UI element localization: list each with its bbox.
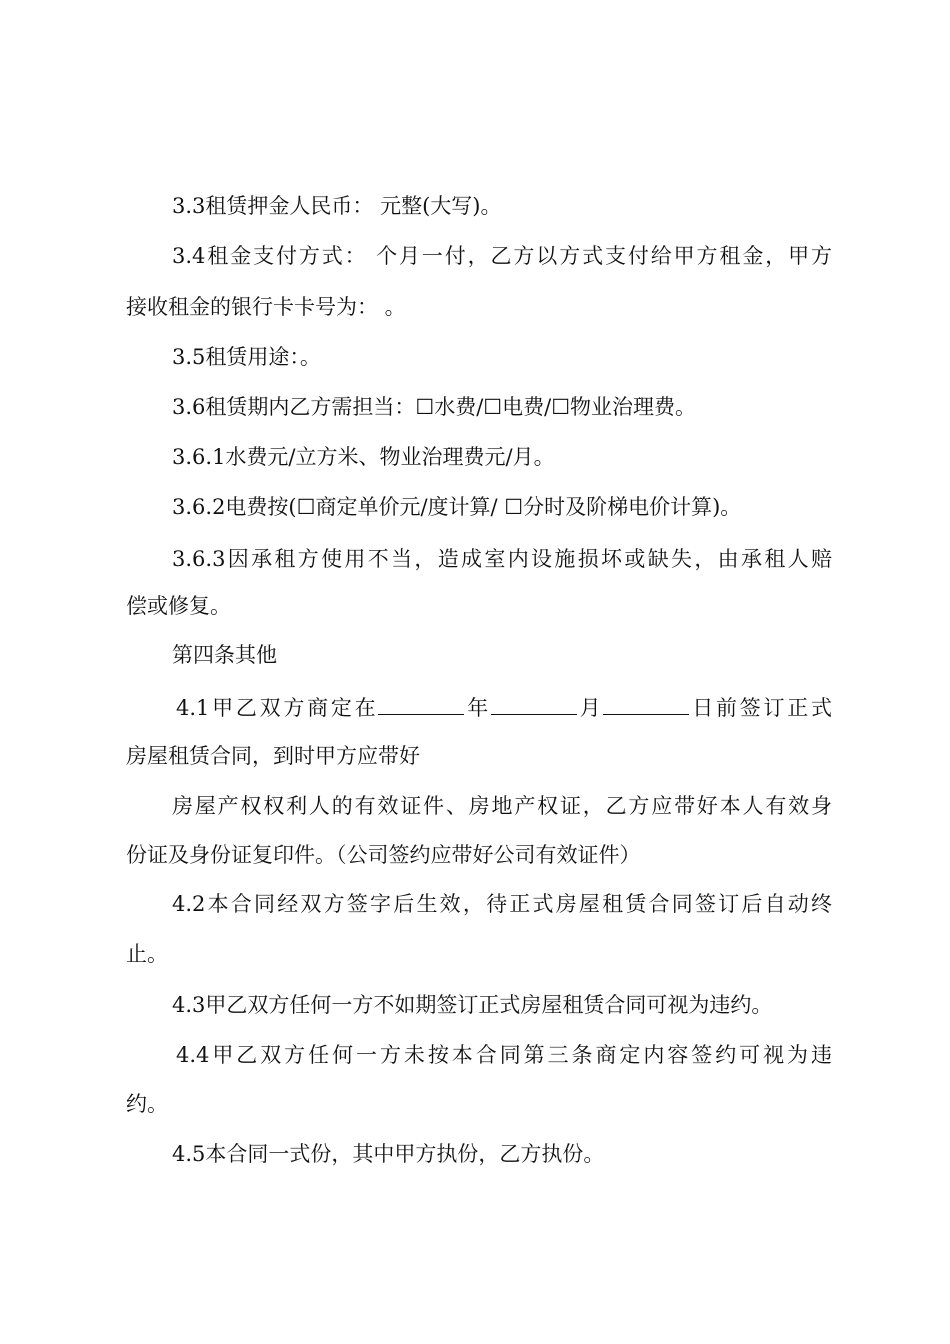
clause-4-4-line1: 4.4甲乙双方任何一方未按本合同第三条商定内容签约可视为违 — [176, 1043, 832, 1067]
clause-4-1-line1 — [176, 692, 832, 722]
clause-4-1-line3: 房屋产权权利人的有效证件、房地产权证，乙方应带好本人有效身 — [172, 794, 832, 818]
clause-3-6-3-line1: 3.6.3因承租方使用不当，造成室内设施损坏或缺失，由承租人赔 — [172, 547, 832, 571]
year-blank — [378, 692, 464, 715]
clause-3-6-1: 3.6.1水费元/立方米、物业治理费元/月。 — [172, 445, 555, 469]
clause-3-4-line1: 3.4租金支付方式： 个月一付，乙方以方式支付给甲方租金，甲方 — [172, 244, 832, 268]
month-label: 月 — [576, 696, 604, 720]
clause-4-2-line1: 4.2本合同经双方签字后生效，待正式房屋租赁合同签订后自动终 — [172, 892, 832, 916]
year-label: 年 — [464, 696, 491, 720]
clause-4-3: 4.3甲乙双方任何一方不如期签订正式房屋租赁合同可视为违约。 — [172, 993, 773, 1017]
month-blank — [491, 692, 577, 715]
clause-4-2-line2: 止。 — [126, 942, 168, 966]
clause-3-6-3-line2: 偿或修复。 — [126, 594, 231, 618]
section-4-heading: 第四条其他 — [172, 643, 277, 667]
clause-4-4-line2: 约。 — [126, 1092, 168, 1116]
clause-3-4-line2: 接收租金的银行卡卡号为： 。 — [126, 295, 406, 319]
clause-4-5: 4.5本合同一式份，其中甲方执份，乙方执份。 — [172, 1142, 605, 1166]
clause-4-1-suffix: 日前签订正式 — [689, 696, 833, 720]
clause-3-5: 3.5租赁用途：。 — [172, 345, 321, 369]
clause-4-1-line4: 份证及身份证复印件。（公司签约应带好公司有效证件） — [126, 843, 641, 867]
clause-3-6: 3.6租赁期内乙方需担当：☐水费/☐电费/☐物业治理费。 — [172, 395, 697, 419]
clause-4-1-line2: 房屋租赁合同，到时甲方应带好 — [126, 744, 420, 768]
day-blank — [603, 692, 689, 715]
clause-4-1-prefix: 4.1甲乙双方商定在 — [176, 696, 379, 720]
clause-3-6-2: 3.6.2电费按(☐商定单价元/度计算/ ☐分时及阶梯电价计算)。 — [172, 495, 742, 519]
clause-3-3: 3.3租赁押金人民币： 元整(大写)。 — [172, 194, 502, 218]
